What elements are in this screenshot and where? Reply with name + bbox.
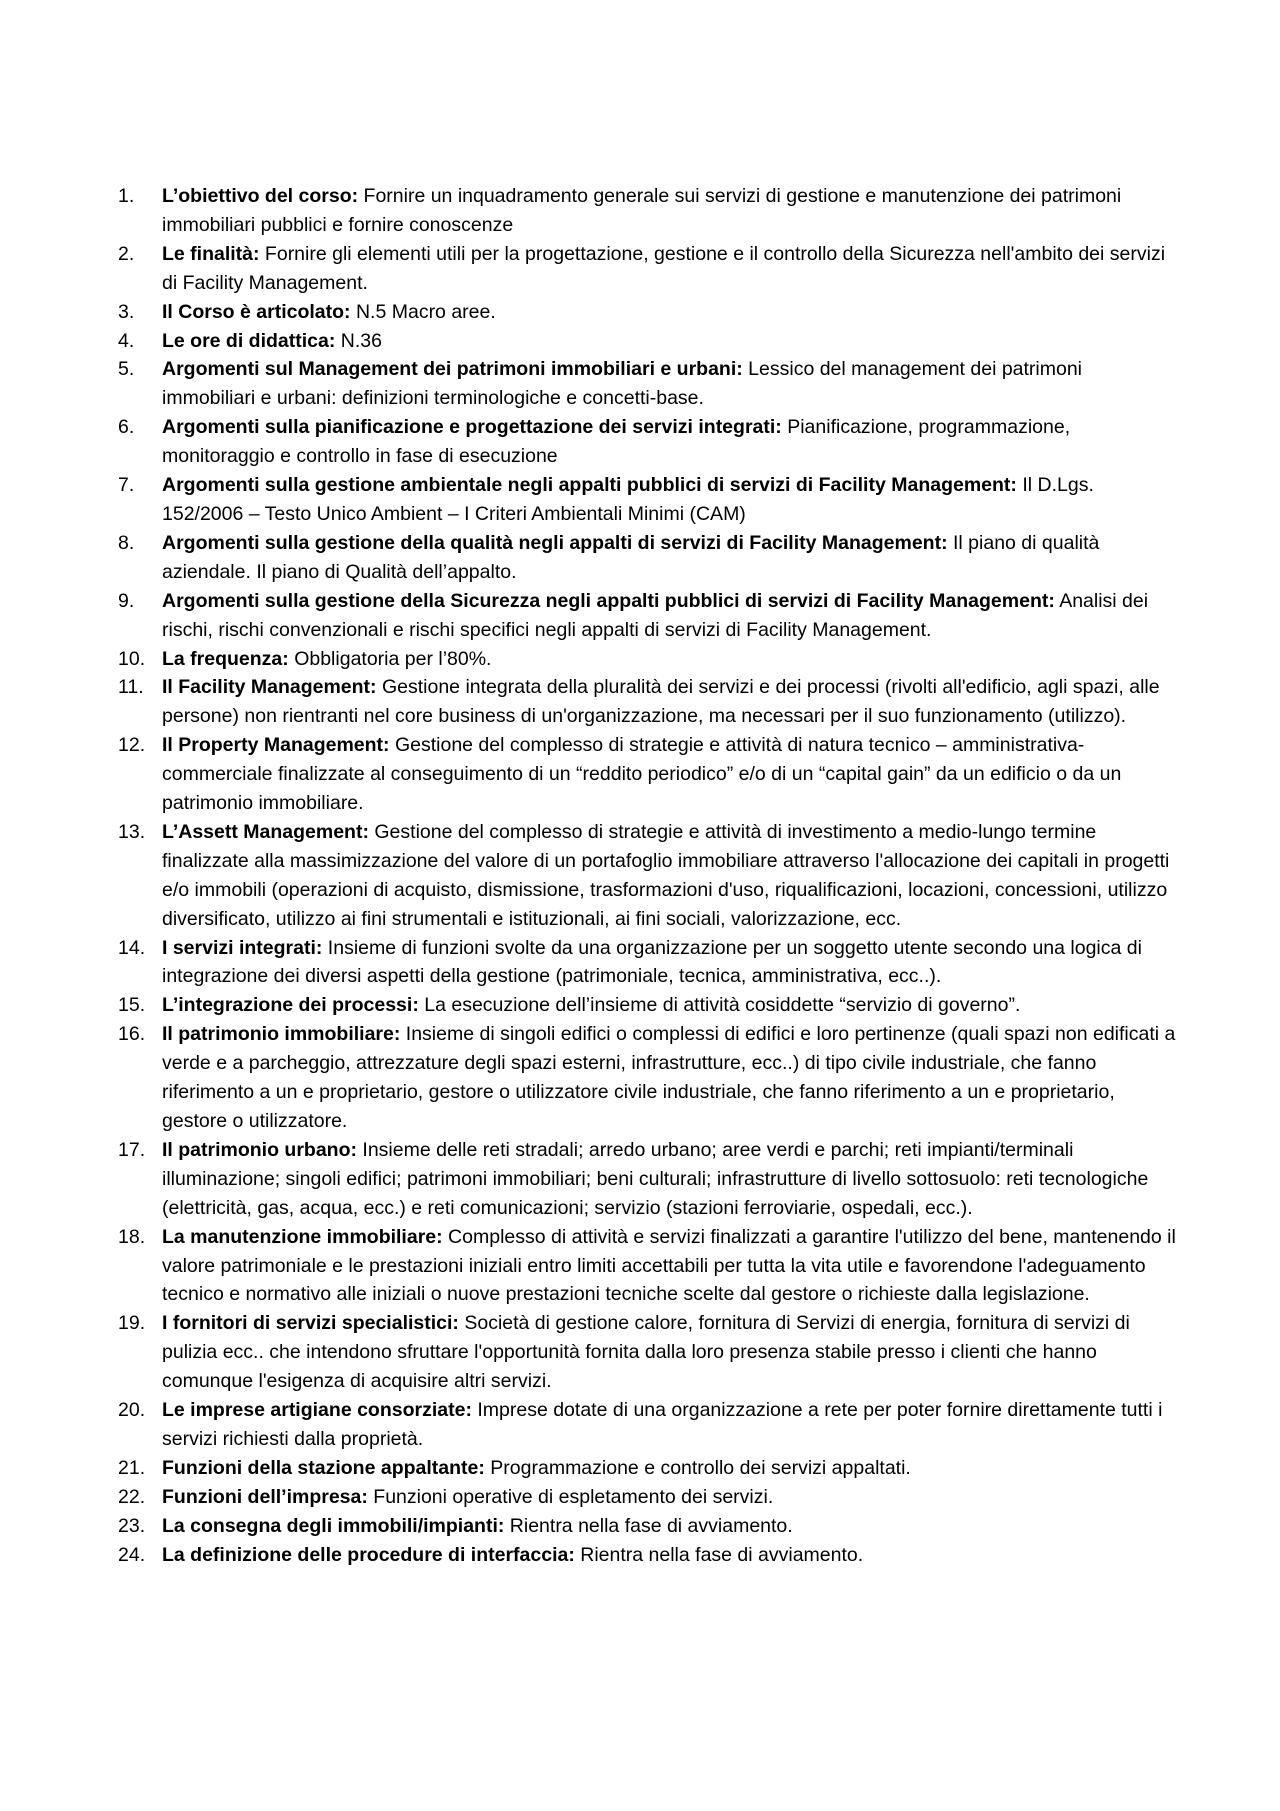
- list-item: [118, 645, 1178, 674]
- item-term: Argomenti sulla gestione della qualità negli appalti di servizi di Facility Management:: [162, 531, 948, 554]
- list-item: [118, 1020, 1178, 1136]
- item-number: 11.: [118, 676, 144, 699]
- item-term: Le finalità:: [162, 242, 260, 265]
- list-item: [118, 731, 1178, 818]
- item-term: Argomenti sulla gestione ambientale negli appalti pubblici di servizi di Facility Management:: [162, 474, 1017, 497]
- item-term: Argomenti sul Management dei patrimoni immobiliari e urbani:: [162, 358, 743, 381]
- item-text: Programmazione e controllo dei servizi appaltati.: [484, 1456, 911, 1479]
- list-item: [118, 471, 1178, 529]
- item-number: 21.: [118, 1456, 146, 1479]
- item-text: Lessico del management dei patrimoni immobiliari e urbani: definizioni terminologiche e concetti-base.: [162, 358, 1083, 410]
- item-number: 20.: [118, 1399, 146, 1422]
- list-item: [118, 182, 1178, 240]
- item-number: 16.: [118, 1023, 146, 1046]
- item-text: Insieme di funzioni svolte da una organizzazione per un soggetto utente secondo una logica di integrazione dei diversi aspetti della gestione (patrimoniale, tecnica, amministrativa, ecc..).: [162, 936, 1142, 988]
- item-text: Insieme delle reti stradali; arredo urbano; aree verdi e parchi; reti impianti/terminali illuminazione; singoli edifici; patrimoni immobiliari; beni culturali; infrastrutture di livello sottosuolo: reti tecnologiche (elettricità, gas, acqua, ecc.) e reti comunicazioni; servizio (stazioni ferroviarie, ospedali, ecc.).: [162, 1138, 1149, 1219]
- item-text: Insieme di singoli edifici o complessi di edifici e loro pertinenze (quali spazi non edificati a verde e a parcheggio, attrezzature degli spazi esterni, infrastrutture, ecc..) di tipo civile industriale, che fanno riferimento a un e proprietario, gestore o utilizzatore civile industriale, che fanno riferimento a un e proprietario, gestore o utilizzatore.: [162, 1023, 1176, 1132]
- item-number: 13.: [118, 820, 146, 843]
- item-number: 19.: [118, 1312, 146, 1335]
- list-item: [118, 1483, 1178, 1512]
- list-item: [118, 529, 1178, 587]
- item-text: Il piano di qualità aziendale. Il piano di Qualità dell’appalto.: [162, 531, 1100, 583]
- item-term: Le ore di didattica:: [162, 329, 336, 352]
- list-item: [118, 1396, 1178, 1454]
- list-item: [118, 934, 1178, 992]
- item-term: Funzioni della stazione appaltante:: [162, 1456, 485, 1479]
- list-item: [118, 587, 1178, 645]
- item-number: 18.: [118, 1225, 146, 1248]
- item-term: Il Facility Management:: [162, 676, 377, 699]
- item-number: 9.: [118, 589, 135, 612]
- item-text: N.36: [335, 329, 382, 352]
- item-text: Fornire gli elementi utili per la progettazione, gestione e il controllo della Sicurezza nell'ambito dei servizi di Facility Management.: [162, 242, 1166, 294]
- item-text: Gestione del complesso di strategie e attività di investimento a medio-lungo termine finalizzate alla massimizzazione del valore di un portafoglio immobiliare attraverso l'allocazione dei capitali in progetti e/o immobili (operazioni di acquisto, dismissione, trasformazioni d'uso, riqualificazioni, locazioni, concessioni, utilizzo diversificato, utilizzo ai fini strumentali e istituzionali, ai fini sociali, valorizzazione, ecc.: [162, 820, 1170, 930]
- item-number: 22.: [118, 1485, 146, 1508]
- item-term: La manutenzione immobiliare:: [162, 1225, 443, 1248]
- item-number: 6.: [118, 416, 135, 439]
- item-number: 12.: [118, 734, 146, 757]
- item-number: 1.: [118, 185, 135, 207]
- item-term: Il patrimonio immobiliare:: [162, 1023, 401, 1046]
- item-text: Complesso di attività e servizi finalizzati a garantire l'utilizzo del bene, mantenendo il valore patrimoniale e le prestazioni iniziali entro limiti accettabili per tutta la vita utile e favorendone l'adeguamento tecnico e normativo alle iniziali o nuove prestazioni tecniche scelte dal gestore o richieste dalla legislazione.: [162, 1225, 1176, 1306]
- list-item: [118, 298, 1178, 327]
- item-number: 17.: [118, 1138, 146, 1161]
- item-text: La esecuzione dell’insieme di attività cosiddette “servizio di governo”.: [418, 994, 1021, 1017]
- item-number: 7.: [118, 474, 135, 497]
- item-text: N.5 Macro aree.: [350, 300, 496, 323]
- list-item: [118, 818, 1178, 934]
- item-number: 3.: [118, 300, 135, 323]
- item-text: Il D.Lgs. 152/2006 – Testo Unico Ambient – I Criteri Ambientali Minimi (CAM): [162, 474, 1094, 525]
- item-term: I servizi integrati:: [162, 936, 323, 959]
- list-item: [118, 240, 1178, 298]
- item-number: 4.: [118, 329, 135, 352]
- item-text: Pianificazione, programmazione, monitoraggio e controllo in fase di esecuzione: [162, 416, 1071, 468]
- list-item: [118, 991, 1178, 1020]
- list-item: [118, 1223, 1178, 1310]
- item-number: 23.: [118, 1514, 146, 1537]
- list-item: [118, 1136, 1178, 1223]
- list-item: [118, 355, 1178, 413]
- item-text: Funzioni operative di espletamento dei servizi.: [367, 1485, 774, 1508]
- item-term: L’Assett Management:: [162, 820, 369, 843]
- item-term: Il Corso è articolato:: [162, 300, 351, 323]
- definitions-list: [118, 182, 1178, 1570]
- item-text: Rientra nella fase di avviamento.: [504, 1514, 793, 1537]
- item-term: Le imprese artigiane consorziate:: [162, 1399, 472, 1422]
- item-term: La definizione delle procedure di interfaccia:: [162, 1543, 575, 1566]
- item-number: 15.: [118, 994, 146, 1017]
- item-text: Rientra nella fase di avviamento.: [574, 1543, 864, 1566]
- item-number: 8.: [118, 531, 135, 554]
- item-text: Imprese dotate di una organizzazione a rete per poter fornire direttamente tutti i servizi richiesti dalla proprietà.: [162, 1399, 1163, 1450]
- list-item: [118, 1309, 1178, 1396]
- list-item: [118, 327, 1178, 356]
- list-item: [118, 1512, 1178, 1541]
- item-number: 2.: [118, 242, 135, 265]
- item-term: La consegna degli immobili/impianti:: [162, 1514, 505, 1537]
- list-item: [118, 413, 1178, 471]
- item-number: 14.: [118, 936, 146, 959]
- item-term: Il Property Management:: [162, 734, 390, 757]
- item-text: Gestione integrata della pluralità dei servizi e dei processi (rivolti all'edificio, agli spazi, alle persone) non rientranti nel core business di un'organizzazione, ma necessari per il suo funzionamento (utilizzo).: [162, 676, 1160, 728]
- item-text: Fornire un inquadramento generale sui servizi di gestione e manutenzione dei patrimoni immobiliari pubblici e fornire conoscenze: [162, 185, 1122, 236]
- item-text: Analisi dei rischi, rischi convenzionali e rischi specifici negli appalti di servizi di Facility Management.: [162, 589, 1149, 641]
- item-term: L’obiettivo del corso:: [162, 185, 359, 207]
- item-term: Il patrimonio urbano:: [162, 1138, 357, 1161]
- item-text: Gestione del complesso di strategie e attività di natura tecnico – amministrativa- commerciale finalizzate al conseguimento di un “reddito periodico” e/o di un “capital gain” da un edificio o da un patrimonio immobiliare.: [162, 734, 1122, 815]
- list-item: [118, 673, 1178, 731]
- item-text: Società di gestione calore, fornitura di Servizi di energia, fornitura di servizi di pulizia ecc.. che intendono sfruttare l'opportunità fornita dalla loro presenza stabile presso i clienti che hanno comunque l'esigenza di acquisire altri servizi.: [162, 1312, 1130, 1393]
- item-number: 10.: [118, 647, 146, 670]
- list-item: [118, 1541, 1178, 1570]
- item-term: L’integrazione dei processi:: [162, 994, 419, 1017]
- item-term: I fornitori di servizi specialistici:: [162, 1312, 459, 1335]
- item-term: Argomenti sulla gestione della Sicurezza negli appalti pubblici di servizi di Facility Management:: [162, 589, 1055, 612]
- item-term: La frequenza:: [162, 647, 289, 670]
- item-term: Funzioni dell’impresa:: [162, 1485, 368, 1508]
- item-number: 24.: [118, 1543, 146, 1566]
- list-item: [118, 1454, 1178, 1483]
- item-number: 5.: [118, 358, 135, 381]
- item-text: Obbligatoria per l’80%.: [288, 647, 492, 670]
- item-term: Argomenti sulla pianificazione e progettazione dei servizi integrati:: [162, 416, 782, 439]
